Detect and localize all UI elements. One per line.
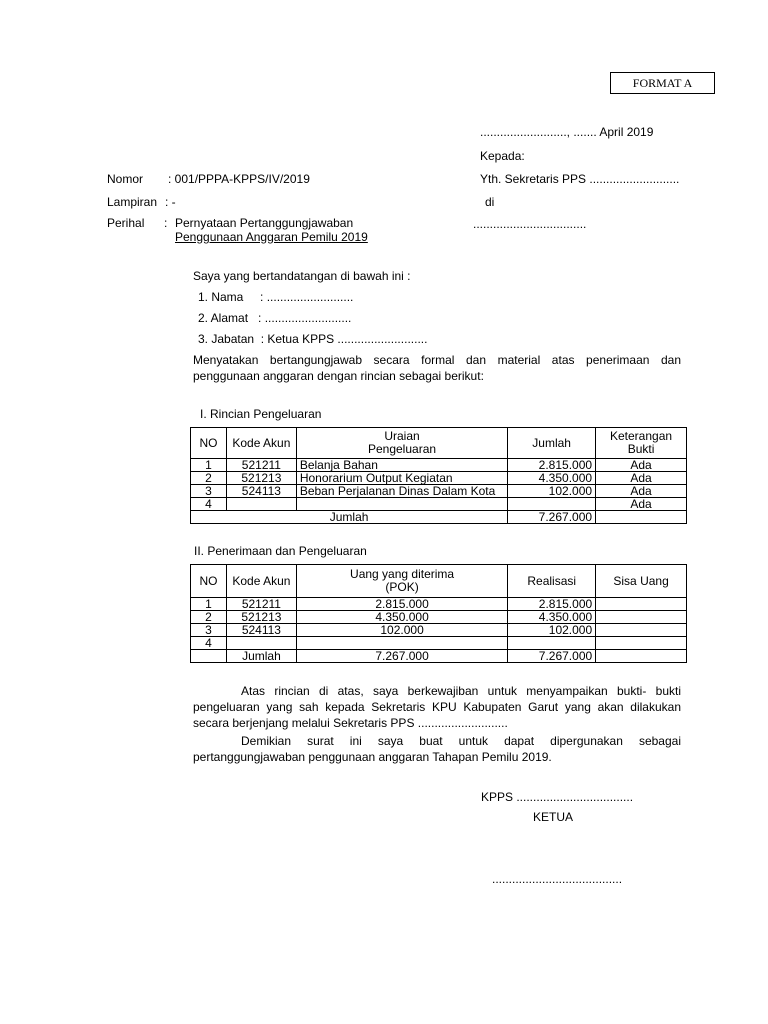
statement-paragraph: Menyatakan bertangungjawab secara formal dan material atas penerimaan dan penggunaan anggaran dengan rincian sebagai berikut: bbox=[193, 353, 681, 383]
row-sisa bbox=[596, 598, 687, 611]
row-uraian: Belanja Bahan bbox=[296, 459, 507, 472]
perihal-line1: Pernyataan Pertanggungjawaban bbox=[175, 216, 354, 230]
total-value: 7.267.000 bbox=[508, 511, 596, 524]
row-keterangan: Ada bbox=[596, 472, 687, 485]
header-no: NO bbox=[191, 565, 227, 598]
row-sisa bbox=[596, 637, 687, 650]
lampiran-label: Lampiran bbox=[107, 195, 158, 209]
field-alamat: 2. Alamat : .......................... bbox=[198, 311, 352, 325]
table-total-row bbox=[191, 650, 687, 663]
row-keterangan: Ada bbox=[596, 459, 687, 472]
row-no: 4 bbox=[191, 637, 227, 650]
header-jumlah: Jumlah bbox=[508, 428, 596, 459]
total-sisa-blank bbox=[596, 650, 687, 663]
total-blank bbox=[191, 650, 227, 663]
row-diterima: 2.815.000 bbox=[296, 598, 507, 611]
intro-text: Saya yang bertandatangan di bawah ini : bbox=[193, 269, 411, 283]
signature-dots: ....................................... bbox=[492, 872, 623, 886]
table-row bbox=[191, 611, 687, 624]
date-line: .........................., ....... April 2019 bbox=[480, 125, 654, 139]
recipient-line: Yth. Sekretaris PPS ........................... bbox=[480, 172, 680, 186]
di-label: di bbox=[485, 195, 495, 209]
row-no: 3 bbox=[191, 624, 227, 637]
row-sisa bbox=[596, 624, 687, 637]
expense-table bbox=[190, 427, 687, 524]
total-label: Jumlah bbox=[226, 650, 296, 663]
table-row bbox=[191, 637, 687, 650]
section2-title: II. Penerimaan dan Pengeluaran bbox=[194, 544, 367, 558]
address-dots: .................................. bbox=[473, 217, 587, 231]
row-no: 2 bbox=[191, 611, 227, 624]
header-no: NO bbox=[191, 428, 227, 459]
signature-kpps: KPPS ................................... bbox=[481, 790, 634, 804]
table-row bbox=[191, 624, 687, 637]
row-realisasi: 4.350.000 bbox=[508, 611, 596, 624]
row-kode bbox=[226, 498, 296, 511]
row-no: 2 bbox=[191, 472, 227, 485]
perihal-colon: : bbox=[164, 216, 168, 230]
row-kode: 521213 bbox=[226, 611, 296, 624]
paragraph-obligation: Atas rincian di atas, saya berkewajiban untuk menyampaikan bukti- bukti pengeluaran yang sah kepada Sekretaris KPU Kabupaten Garut yang akan dilakukan secara berjenjang melalui Sekretaris PPS ........................... bbox=[193, 684, 681, 730]
row-keterangan: Ada bbox=[596, 485, 687, 498]
header-kode-akun: Kode Akun bbox=[226, 565, 296, 598]
table-row bbox=[191, 598, 687, 611]
header-realisasi: Realisasi bbox=[508, 565, 596, 598]
row-jumlah: 4.350.000 bbox=[508, 472, 596, 485]
header-uraian: Uraian Pengeluaran bbox=[296, 428, 507, 459]
total-realized: 7.267.000 bbox=[508, 650, 596, 663]
nomor-value: : 001/PPPA-KPPS/IV/2019 bbox=[168, 172, 310, 186]
row-kode: 521211 bbox=[226, 598, 296, 611]
row-diterima bbox=[296, 637, 507, 650]
row-jumlah: 2.815.000 bbox=[508, 459, 596, 472]
table-row bbox=[191, 472, 687, 485]
row-keterangan: Ada bbox=[596, 498, 687, 511]
row-uraian bbox=[296, 498, 507, 511]
table-row bbox=[191, 485, 687, 498]
row-kode bbox=[226, 637, 296, 650]
table-row bbox=[191, 498, 687, 511]
row-diterima: 102.000 bbox=[296, 624, 507, 637]
paragraph-closing: Demikian surat ini saya buat untuk dapat dipergunakan sebagai pertanggungjawaban penggunaan anggaran Tahapan Pemilu 2019. bbox=[193, 734, 681, 764]
format-label: FORMAT A bbox=[610, 72, 715, 94]
header-sisa-uang: Sisa Uang bbox=[596, 565, 687, 598]
row-sisa bbox=[596, 611, 687, 624]
row-uraian: Honorarium Output Kegiatan bbox=[296, 472, 507, 485]
header-uang-diterima: Uang yang diterima (POK) bbox=[296, 565, 507, 598]
row-kode: 521213 bbox=[226, 472, 296, 485]
row-no: 1 bbox=[191, 459, 227, 472]
field-nama: 1. Nama : .......................... bbox=[198, 290, 354, 304]
kepada-label: Kepada: bbox=[480, 149, 525, 163]
row-kode: 524113 bbox=[226, 485, 296, 498]
total-label: Jumlah bbox=[191, 511, 508, 524]
signature-ketua: KETUA bbox=[533, 810, 574, 824]
row-no: 1 bbox=[191, 598, 227, 611]
table-header-row bbox=[191, 565, 687, 598]
header-keterangan: Keterangan Bukti bbox=[596, 428, 687, 459]
perihal-line2: Penggunaan Anggaran Pemilu 2019 bbox=[175, 230, 368, 244]
section1-title: I. Rincian Pengeluaran bbox=[200, 407, 322, 421]
lampiran-value: : - bbox=[165, 195, 176, 209]
row-diterima: 4.350.000 bbox=[296, 611, 507, 624]
row-uraian: Beban Perjalanan Dinas Dalam Kota bbox=[296, 485, 507, 498]
table-header-row bbox=[191, 428, 687, 459]
table-total-row bbox=[191, 511, 687, 524]
nomor-label: Nomor bbox=[107, 172, 144, 186]
row-jumlah bbox=[508, 498, 596, 511]
header-kode-akun: Kode Akun bbox=[226, 428, 296, 459]
row-jumlah: 102.000 bbox=[508, 485, 596, 498]
row-no: 3 bbox=[191, 485, 227, 498]
row-realisasi: 2.815.000 bbox=[508, 598, 596, 611]
total-blank bbox=[596, 511, 687, 524]
total-received: 7.267.000 bbox=[296, 650, 507, 663]
table-row bbox=[191, 459, 687, 472]
row-realisasi: 102.000 bbox=[508, 624, 596, 637]
perihal-label: Perihal bbox=[107, 216, 145, 230]
row-kode: 521211 bbox=[226, 459, 296, 472]
row-no: 4 bbox=[191, 498, 227, 511]
row-realisasi bbox=[508, 637, 596, 650]
row-kode: 524113 bbox=[226, 624, 296, 637]
field-jabatan: 3. Jabatan : Ketua KPPS ........................... bbox=[198, 332, 428, 346]
receipt-table bbox=[190, 564, 687, 663]
